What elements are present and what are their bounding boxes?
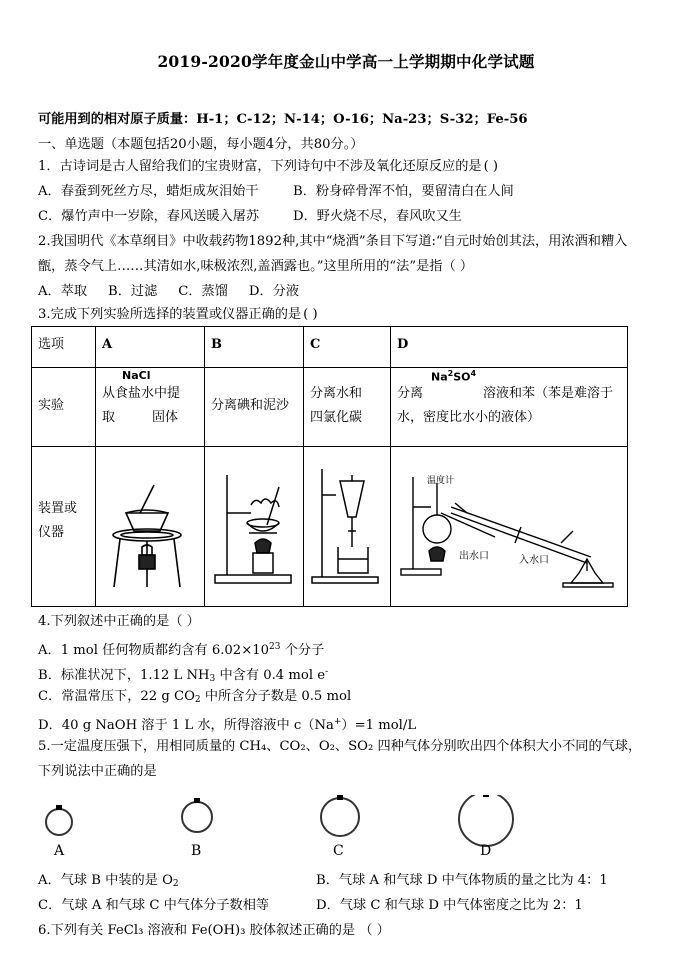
q3-exp-c [304,368,390,446]
q3-row-label-experiment: 实验 [38,398,65,413]
q3-formula-na: Na [431,370,448,384]
balloon-c-icon [321,798,359,836]
q4-c-text: C．常温常压下，22 g CO [38,689,195,704]
q4-d-text2: ）=1 mol/L [341,718,417,733]
q3-stem-text: 3.完成下列实验所选择的装置或仪器正确的是 [38,307,302,322]
distillation-apparatus [391,447,627,602]
q1-option-b: B．粉身碎骨浑不怕，要留清白在人间 [293,184,514,199]
q3-header-row [32,327,628,368]
balloon-label-c: C [333,843,344,859]
page-title: 2019-2020学年度金山中学高一上学期期中化学试题 [157,52,535,71]
q5-a-sub: 2 [172,879,179,889]
q4-option-c [38,688,351,709]
q4-c-text2: 中所含分子数是 0.5 mol [200,689,352,704]
water-inlet-label: 入水口 [519,555,549,566]
balloon-b-icon [182,802,212,832]
q3-header-b: B [211,337,222,352]
q3-exp-a-line2b: 固体 [152,410,179,425]
q3-exp-d-formula [431,369,476,384]
evaporating-dish-apparatus-icon [96,447,204,602]
section-heading: 一、单选题（本题包括20小题，每小题4分，共80分。） [38,137,364,152]
q5-a-text: A．气球 B 中装的是 O [38,873,173,888]
q5-option-c: C．气球 A 和气球 C 中气体分子数相等 [38,898,270,913]
q4-d-sup: + [333,717,342,727]
q5-option-a [38,872,179,893]
q5-option-b: B．气球 A 和气球 D 中气体物质的量之比为 4：1 [316,873,608,888]
separatory-funnel-apparatus-icon [304,447,390,602]
q1-stem-text: 1．古诗词是古人留给我们的宝贵财富，下列诗句中不涉及氧化还原反应的是 [38,159,482,174]
q4-option-b [38,663,328,688]
q4-b-sup: - [325,667,329,677]
q5-stem-line2: 下列说法中正确的是 [38,764,157,779]
q4-stem: 4.下列叙述中正确的是（ ） [38,614,200,629]
q4-c-sub: 2 [194,695,201,705]
q4-a-sup: 23 [269,642,281,652]
q4-b-sub: 3 [209,674,216,684]
q1-answer-paren: ( ) [483,159,499,174]
q3-exp-c-line1: 分离水和 [310,386,363,401]
q1-stem [38,158,498,176]
q3-header-a: A [102,337,113,352]
q2-options: A．萃取 B．过滤 C．蒸馏 D．分液 [38,284,300,299]
q3-answer-paren: ( ) [303,307,318,322]
q2-stem-line1: 2.我国明代《本草纲目》中收载药物1892种,其中“烧酒”条目下写道:“自元时始创其法，用浓酒和糟入 [38,234,628,249]
balloon-a-icon [46,809,72,835]
q3-header-c: C [310,337,321,352]
q3-row-label-device: 装置或仪器 [38,501,78,540]
distillation-apparatus-icon [391,447,627,602]
q1-option-d: D．野火烧不尽，春风吹又生 [293,209,462,224]
q3-formula-so: SO [453,370,471,384]
thermometer-label: 温度计 [427,476,455,486]
q3-exp-c-line2: 四氯化碳 [310,410,363,425]
water-outlet-label: 出水口 [459,551,489,562]
q4-option-a [38,638,324,660]
q3-exp-d-line1b: 溶液和苯（苯是难溶于 [483,386,614,401]
q4-a-text: A．1 mol 任何物质都约含有 6.02×10 [38,643,270,658]
q2-stem-line2: 甑，蒸令气上……其清如水,味极浓烈,盖酒露也。”这里所用的“法”是指（ ） [38,259,474,274]
balloon-label-b: B [191,843,202,859]
q3-exp-d-line1a: 分离 [397,386,424,401]
q4-d-text: D．40 g NaOH 溶于 1 L 水，所得溶液中 c（Na [38,718,334,733]
atomic-masses: 可能用到的相对原子质量：H-1；C-12；N-14；O-16；Na-23；S-32；Fe-56 [38,112,528,127]
balloon-label-a: A [54,843,65,859]
q3-formula-2: 2 [447,369,454,378]
q3-table [31,326,628,607]
q3-experiment-row [32,368,628,447]
q4-option-d [38,713,416,735]
q4-a-text2: 个分子 [280,643,325,658]
q3-formula-4: 4 [470,369,477,378]
q3-exp-a-line2a: 取 [102,410,116,425]
q3-stem [38,306,318,324]
heating-beaker-apparatus-icon [205,447,303,602]
q4-b-text: B．标准状况下，1.12 L NH [38,668,210,683]
q5-option-d: D．气球 C 和气球 D 中气体密度之比为 2：1 [316,898,583,913]
q1-option-a: A．春蚕到死丝方尽，蜡炬成灰泪始干 [38,184,259,199]
balloons-figure [0,795,692,875]
q3-exp-d-line2: 水，密度比水小的液体） [397,410,541,425]
q5-stem-line1: 5.一定温度压强下，用相同质量的 CH₄、CO₂、O₂、SO₂ 四种气体分别吹出四个体积大小不同的气球， [38,739,642,754]
q3-exp-d [391,368,627,446]
q3-device-row [32,447,628,607]
q3-exp-a-line1: 从食盐水中提 [102,386,181,401]
q4-b-text2: 中含有 0.4 mol e [215,668,326,683]
q3-header-option: 选项 [38,337,65,352]
q6-stem: 6.下列有关 FeCl₃ 溶液和 Fe(OH)₃ 胶体叙述正确的是 （ ） [38,923,390,938]
q1-option-c: C．爆竹声中一岁除，春风送暖入屠苏 [38,209,260,224]
q3-exp-a [96,368,204,446]
q3-exp-a-formula: NaCl [122,369,151,382]
balloon-label-d: D [480,843,492,859]
q3-exp-b: 分离碘和泥沙 [211,398,290,413]
q3-header-d: D [397,337,409,352]
balloon-d-icon [459,795,513,846]
